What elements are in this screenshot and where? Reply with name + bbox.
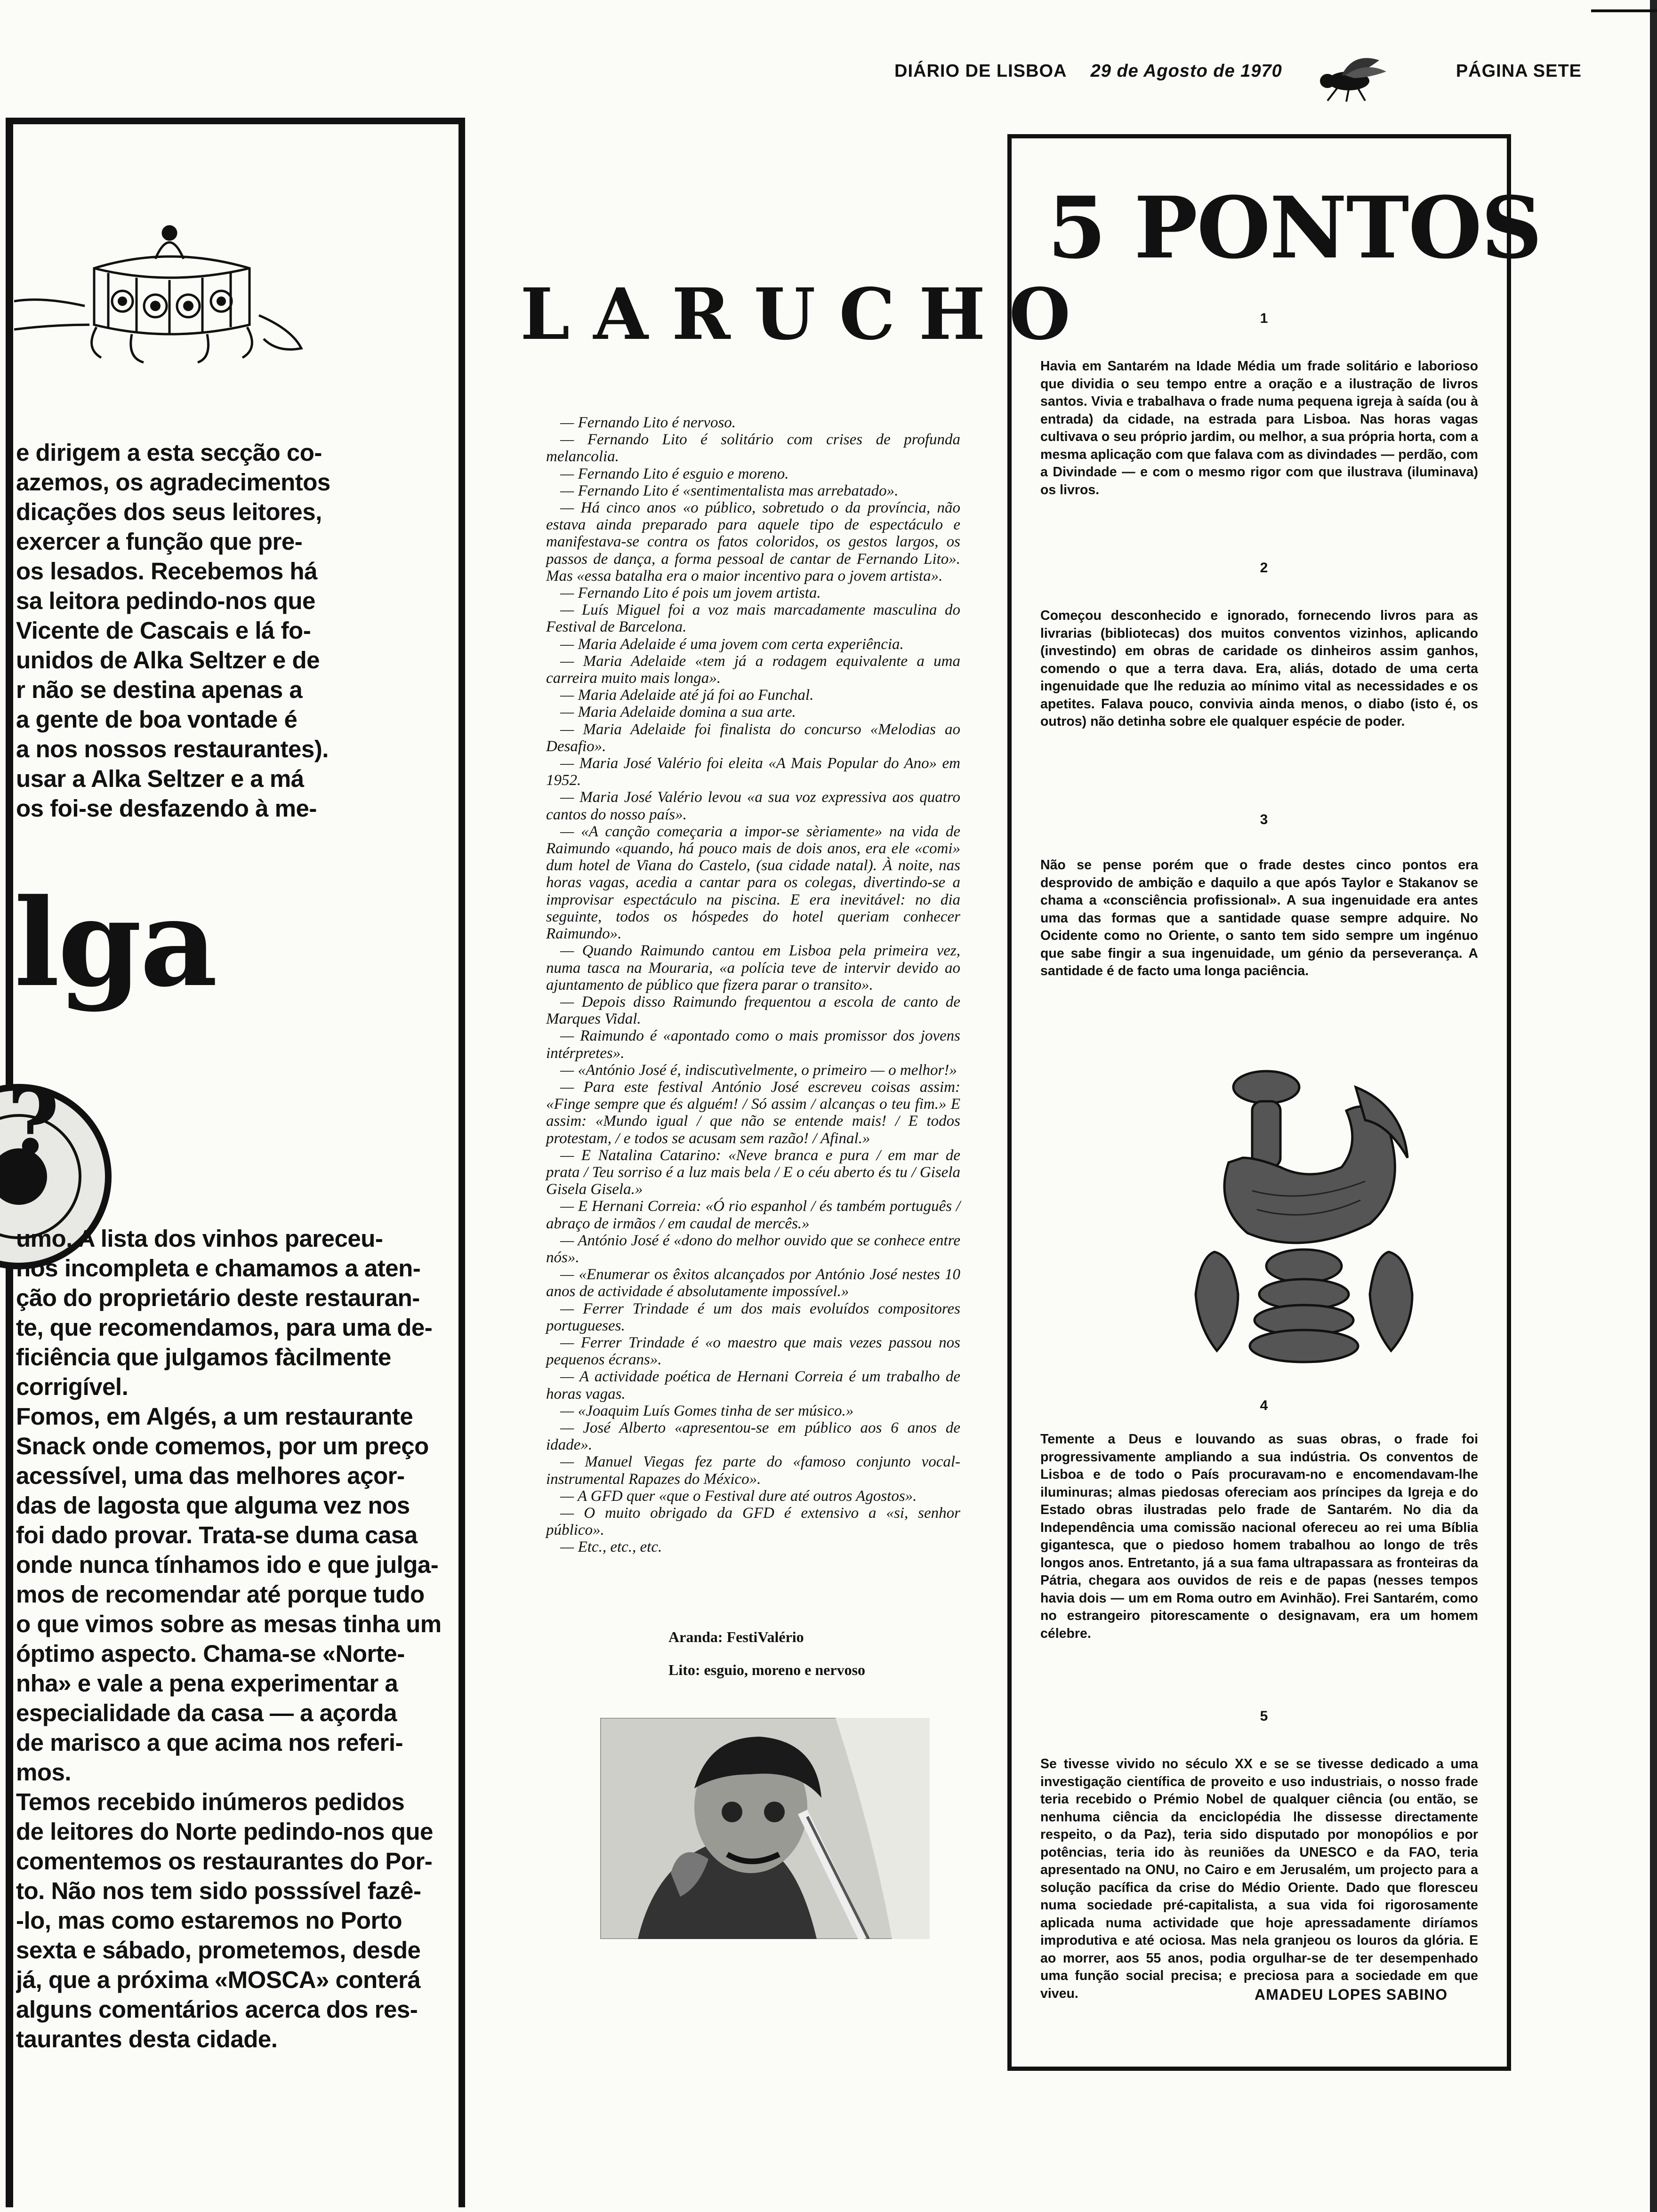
masthead	[894, 61, 1582, 99]
rooster-sculpture-illustration	[1186, 1050, 1422, 1379]
text-line: de marisco a que acima nos referi-	[16, 1729, 403, 1756]
paper-name: DIÁRIO DE LISBOA	[894, 61, 1067, 81]
text-line: mos.	[16, 1759, 72, 1786]
caption-aranda: Aranda: FestiValério	[668, 1628, 804, 1645]
section-text: Se tivesse vivido no século XX e se se tivesse dedicado a uma investigação científica de proveito e uso industriais, o nosso frade teria recebido o Prémio Nobel de qualquer ciência (ou então, se nenhuma ciência da enciclopédia lhe dissesse directamente respeito, o da Paz), teria sido disputado por monopólios e por potências, teria ido às reuniões da UNESCO e da FAO, teria apresentado na ONU, no Cairo e em Jerusalém, um projecto para a solução pacífica da crise do Médio Oriente. Dado que floresceu numa sociedade pré-capitalista, a sua vida foi rigorosamente aplicada numa actividade que hoje apressadamente diríamos improdutiva e até ociosa. Mas nela granjeou os louros da glória. E ao morrer, aos 55 anos, podia orgulhar-se de ter desempenhado uma função social precisa; e preciosa para a sociedade em que viveu.	[1040, 1756, 1478, 2001]
paragraph: — O muito obrigado da GFD é extensivo a «si, senhor público».	[546, 1505, 960, 1539]
text-line: nos incompleta e chamamos a aten-	[16, 1255, 421, 1282]
paragraph: — «António José é, indiscutìvelmente, o primeiro — o melhor!»	[560, 1061, 957, 1079]
text-line: acessível, uma das melhores açor-	[16, 1462, 405, 1489]
right-edge-rule	[1650, 0, 1657, 2212]
paragraph: — «A canção começaria a impor-se sèriamente» na vida de Raimundo «quando, há pouco mais de dois anos, era ele «comi» dum hotel de Viana do Castelo, (sua cidade natal). À noite, nas horas vagas, acedia a cantar para os colegas, divertindo-se a improvisar espectáculo na piscina. E era inevitável: no dia seguinte, todos os hóspedes do hotel queriam conhecer Raimundo».	[546, 823, 960, 943]
paragraph: — «Enumerar os êxitos alcançados por António José nestes 10 anos de actividade é absolutamente impossível.»	[546, 1266, 960, 1300]
text-line: de leitores do Norte pedindo-nos que	[16, 1818, 433, 1845]
text-line: Temos recebido inúmeros pedidos	[16, 1788, 405, 1815]
top-right-rule	[1591, 9, 1657, 12]
text-line: comentemos os restaurantes do Por-	[16, 1848, 433, 1875]
five-points-title: 5 PONTOS	[1047, 178, 1542, 278]
text-line: dicações dos seus leitores,	[16, 498, 322, 525]
text-line: usar a Alka Seltzer e a má	[16, 765, 304, 792]
paragraph: — Para este festival António José escreveu coisas assim: «Finge sempre que és alguém! / Só assim / alcanças o teu fim.» E assim: «Mundo igual / que não se entende mais! / E todos protestam, / e todos se acusam sem razão! / Afinal.»	[546, 1078, 960, 1147]
singer-photo	[600, 1718, 930, 1939]
paragraph: — Fernando Lito é «sentimentalista mas arrebatado».	[560, 482, 899, 499]
larucho-article	[546, 414, 960, 1556]
text-line: óptimo aspecto. Chama-se «Norte-	[16, 1640, 405, 1667]
paragraph: — Depois disso Raimundo frequentou a escola de canto de Marques Vidal.	[546, 993, 960, 1028]
issue-date: 29 de Agosto de 1970	[1090, 61, 1282, 81]
paragraph: — Maria José Valério foi eleita «A Mais Popular do Ano» em 1952.	[546, 755, 960, 789]
paragraph: — Maria Adelaide até já foi ao Funchal.	[560, 687, 814, 704]
text-line: r não se destina apenas a	[16, 676, 303, 703]
paragraph: — A GFD quer «que o Festival dure até outros Agostos».	[560, 1487, 917, 1505]
paragraph: — Manuel Viegas fez parte do «famoso conjunto vocal-instrumental Rapazes do México».	[546, 1453, 960, 1488]
fly-icon	[1309, 52, 1389, 104]
paragraph: — Luís Miguel foi a voz mais marcadamente masculina do Festival de Barcelona.	[546, 601, 960, 636]
text-line: os lesados. Recebemos há	[16, 558, 317, 585]
paragraph: — Maria José Valério levou «a sua voz expressiva aos quatro cantos do nosso país».	[546, 789, 960, 823]
author-signature: AMADEU LOPES SABINO	[1255, 1986, 1448, 2003]
paragraph: — Fernando Lito é pois um jovem artista.	[560, 585, 821, 602]
text-line: os foi-se desfazendo à me-	[16, 795, 317, 822]
text-line: o que vimos sobre as mesas tinha um	[16, 1611, 442, 1637]
text-line: e dirigem a esta secção co-	[16, 439, 322, 466]
text-line: a gente de boa vontade é	[16, 706, 298, 733]
page-number: PÁGINA SETE	[1456, 61, 1582, 81]
text-line: sa leitora pedindo-nos que	[16, 587, 315, 614]
paragraph: — Fernando Lito é nervoso.	[560, 414, 736, 431]
text-line: -lo, mas como estaremos no Porto	[16, 1907, 402, 1934]
section-text: Temente a Deus e louvando as suas obras, o frade foi progressivamente ampliando a sua indústria. Os conventos de Lisboa e de todo o País procuravam-no e encomendavam-lhe iluminuras; almas piedosas ofereciam aos príncipes da Igreja e do Estado obras ilustradas pelo frade de Santarém. No dia da Independência uma comissão nacional ofereceu ao rei uma Bíblia gigantesca, que o piedoso homem trabalhou ao longo de três longos anos. Entretanto, já a sua fama ultrapassara as fronteiras da Pátria, chegara aos ouvidos de reis e de papas (nesses tempos havia dois — um em Roma outro em Avinhão). Frei Santarém, como no estrangeiro pitorescamente o designavam, era um homem célebre.	[1040, 1432, 1478, 1641]
section-number: 1	[1260, 311, 1268, 326]
section-text: Começou desconhecido e ignorado, fornecendo livros para as livrarias (bibliotecas) dos muitos conventos vizinhos, aplicando (investindo) em obras de caridade os dinheiros assim ganhos, comendo o que a terra dava. Era, aliás, dotado de uma certa ingenuidade que lhe reduzia ao mínimo vital as necessidades e os apetites. Falava pouco, convivia ainda menos, o diabo (isto é, os outros) não detinha sobre ele qualquer espécie de poder.	[1040, 608, 1478, 729]
paragraph: — Fernando Lito é esguio e moreno.	[560, 465, 789, 482]
section-text: Havia em Santarém na Idade Média um frade solitário e laborioso que dividia o seu tempo entre a oração e a ilustração de livros santos. Vivia e trabalhava o frade numa pequena igreja à saída (ou à entrada) da cidade, na estrada para Lisboa. Nas horas vagas cultivava o seu próprio jardim, ou melhor, a sua própria horta, com a mesma aplicação com que falava com as divindades — perdão, com a Divindade — e com o mesmo rigor com que ilustrava (iluminava) os livros.	[1040, 359, 1478, 497]
text-line: especialidade da casa — a açorda	[16, 1699, 397, 1726]
text-line: taurantes desta cidade.	[16, 2026, 278, 2052]
text-line: alguns comentários acerca dos res-	[16, 1996, 418, 2023]
paragraph: — «Joaquim Luís Gomes tinha de ser músico.»	[560, 1402, 854, 1419]
text-line: mos de recomendar até porque tudo	[16, 1581, 425, 1608]
text-line: Snack onde comemos, por um preço	[16, 1433, 429, 1459]
section-number: 3	[1260, 812, 1268, 827]
paragraph: — Quando Raimundo cantou em Lisboa pela primeira vez, numa tasca na Mouraria, «a polícia teve de intervir devido ao ajuntamento de público que fizera parar o transito».	[546, 942, 960, 994]
text-line: Fomos, em Algés, a um restaurante	[16, 1403, 413, 1430]
svg-text:?: ?	[7, 1082, 60, 1174]
text-line: já, que a próxima «MOSCA» conterá	[16, 1966, 421, 1993]
paragraph: — A actividade poética de Hernani Correia é um trabalho de horas vagas.	[546, 1368, 960, 1403]
paragraph: — Maria Adelaide domina a sua arte.	[560, 704, 796, 721]
text-line: das de lagosta que alguma vez nos	[16, 1492, 410, 1519]
text-line: sexta e sábado, prometemos, desde	[16, 1937, 421, 1964]
paragraph: — Maria Adelaide foi finalista do concurso «Melodias ao Desafio».	[546, 721, 960, 755]
paragraph: — António José é «dono do melhor ouvido que se conhece entre nós».	[546, 1232, 960, 1266]
paragraph: — Fernando Lito é solitário com crises de profunda melancolia.	[546, 431, 960, 465]
paragraph: — Maria Adelaide «tem já a rodagem equivalente a uma carreira muito mais longa».	[546, 652, 960, 687]
larucho-title: LARUCHO	[520, 273, 1094, 356]
text-line: ção do proprietário deste restauran-	[16, 1284, 420, 1311]
text-line: a nos nossos restaurantes).	[16, 736, 329, 762]
text-line: to. Não nos tem sido posssível fazê-	[16, 1877, 421, 1904]
text-line: nha» e vale a pena experimentar a	[16, 1670, 398, 1697]
caption-lito: Lito: esguio, moreno e nervoso	[668, 1661, 866, 1678]
text-line: te, que recomendamos, para uma de-	[16, 1314, 433, 1341]
paragraph: — E Natalina Catarino: «Neve branca e pura / em mar de prata / Teu sorriso é a luz mais bela / E o céu aberto és tu / Gisela Gisela Gisela.»	[546, 1146, 960, 1198]
left-headline: lga	[14, 873, 216, 1014]
text-line: exercer a função que pre-	[16, 528, 303, 555]
section-number: 5	[1260, 1708, 1268, 1724]
paragraph: — Ferrer Trindade é um dos mais evoluídos compositores portugueses.	[546, 1300, 960, 1334]
paragraph: — Ferrer Trindade é «o maestro que mais vezes passou nos pequenos écrans».	[546, 1334, 960, 1369]
section-text: Não se pense porém que o frade destes cinco pontos era desprovido de ambição e daquilo a que após Taylor e Stakanov se chama a «consciência profissional». A sua ingenuidade era antes uma das formas que a santidade quase sempre adquire. No Ocidente como no Oriente, o santo tem sido sempre um ingénuo que sabe fingir a sua ingenuidade, um génio da perseverança. A santidade é de facto uma longa paciência.	[1040, 858, 1478, 978]
left-article-top	[16, 438, 458, 823]
jewelry-box-illustration	[14, 207, 320, 372]
text-line: Vicente de Cascais e lá fo-	[16, 617, 311, 644]
left-article-bottom	[16, 1224, 458, 2054]
paragraph: — Maria Adelaide é uma jovem com certa experiência.	[560, 635, 904, 653]
text-line: azemos, os agradecimentos	[16, 469, 330, 496]
text-line: umo. A lista dos vinhos pareceu-	[16, 1225, 383, 1252]
text-line: unidos de Alka Seltzer e de	[16, 647, 320, 673]
section-number: 2	[1260, 560, 1268, 576]
paragraph: — Etc., etc., etc.	[560, 1539, 662, 1556]
paragraph: — José Alberto «apresentou-se em público aos 6 anos de idade».	[546, 1419, 960, 1454]
text-line: ficiência que julgamos fàcilmente	[16, 1344, 391, 1370]
section-number: 4	[1260, 1398, 1268, 1413]
paragraph: — Raimundo é «apontado como o mais promissor dos jovens intérpretes».	[546, 1027, 960, 1062]
text-line: corrigível.	[16, 1373, 129, 1400]
text-line: onde nunca tínhamos ido e que julga-	[16, 1551, 439, 1578]
text-line: foi dado provar. Trata-se duma casa	[16, 1522, 418, 1548]
paragraph: — Há cinco anos «o público, sobretudo o da província, não estava ainda preparado para aquele tipo de espectáculo e manifestava-se contra os fatos coloridos, os gestos largos, os passos de dança, a forma pessoal de cantar de Fernando Lito». Mas «essa batalha era o maior incentivo para o jovem artista».	[546, 499, 960, 585]
paragraph: — E Hernani Correia: «Ó rio espanhol / és também português / abraço de irmãos / em caudal de mercês.»	[546, 1198, 960, 1232]
